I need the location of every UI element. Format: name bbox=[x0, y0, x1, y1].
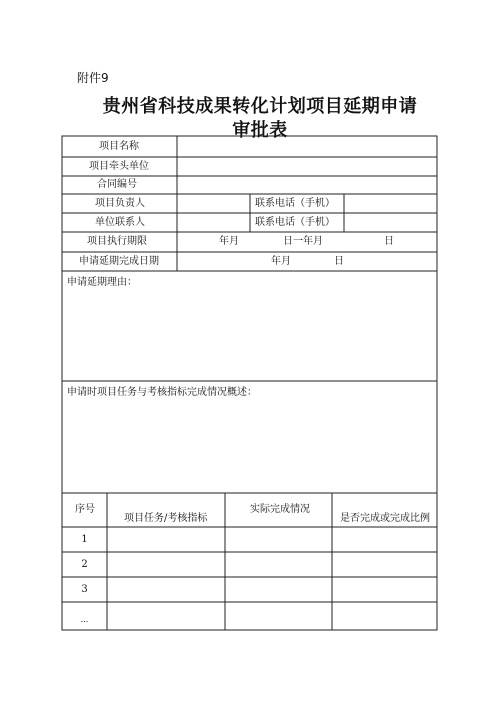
lead-unit-label: 项目牵头单位 bbox=[89, 161, 149, 172]
apply-date-label: 申请延期完成日期 bbox=[79, 256, 159, 267]
col-header-seq: 序号 bbox=[75, 504, 95, 515]
completion-summary-label: 申请时项目任务与考核指标完成情况概述： bbox=[67, 387, 257, 398]
leader-phone-label: 联系电话（手机） bbox=[255, 198, 335, 209]
form-title-line2: 审批表 bbox=[232, 120, 288, 141]
exec-period-label: 项目执行期限 bbox=[87, 236, 147, 247]
contact-phone-label: 联系电话（手机） bbox=[255, 217, 335, 228]
apply-ym: 年月 bbox=[271, 256, 291, 267]
project-leader-label: 项目负责人 bbox=[95, 198, 145, 209]
col-header-ratio: 是否完成或完成比例 bbox=[340, 513, 430, 524]
table-row-number: 1 bbox=[81, 534, 88, 545]
form-title-line1: 贵州省科技成果转化计划项目延期申请 bbox=[102, 96, 418, 117]
annex-label: 附件9 bbox=[77, 71, 109, 85]
unit-contact-label: 单位联系人 bbox=[95, 217, 145, 228]
col-header-actual: 实际完成情况 bbox=[250, 504, 310, 515]
project-name-label: 项目名称 bbox=[99, 141, 139, 152]
table-row-number: 3 bbox=[81, 584, 88, 595]
contract-no-label: 合同编号 bbox=[97, 179, 137, 190]
exec-start-ym: 年月 bbox=[219, 236, 239, 247]
exec-end-day: 日 bbox=[384, 236, 394, 247]
col-header-task: 项目任务/考核指标 bbox=[124, 513, 208, 524]
table-row-ellipsis: ... bbox=[80, 615, 89, 624]
table-row-number: 2 bbox=[81, 559, 88, 570]
exec-day-to-ym: 日一年月 bbox=[283, 236, 323, 247]
delay-reason-label: 申请延期理由： bbox=[67, 277, 137, 288]
apply-day: 日 bbox=[334, 256, 344, 267]
